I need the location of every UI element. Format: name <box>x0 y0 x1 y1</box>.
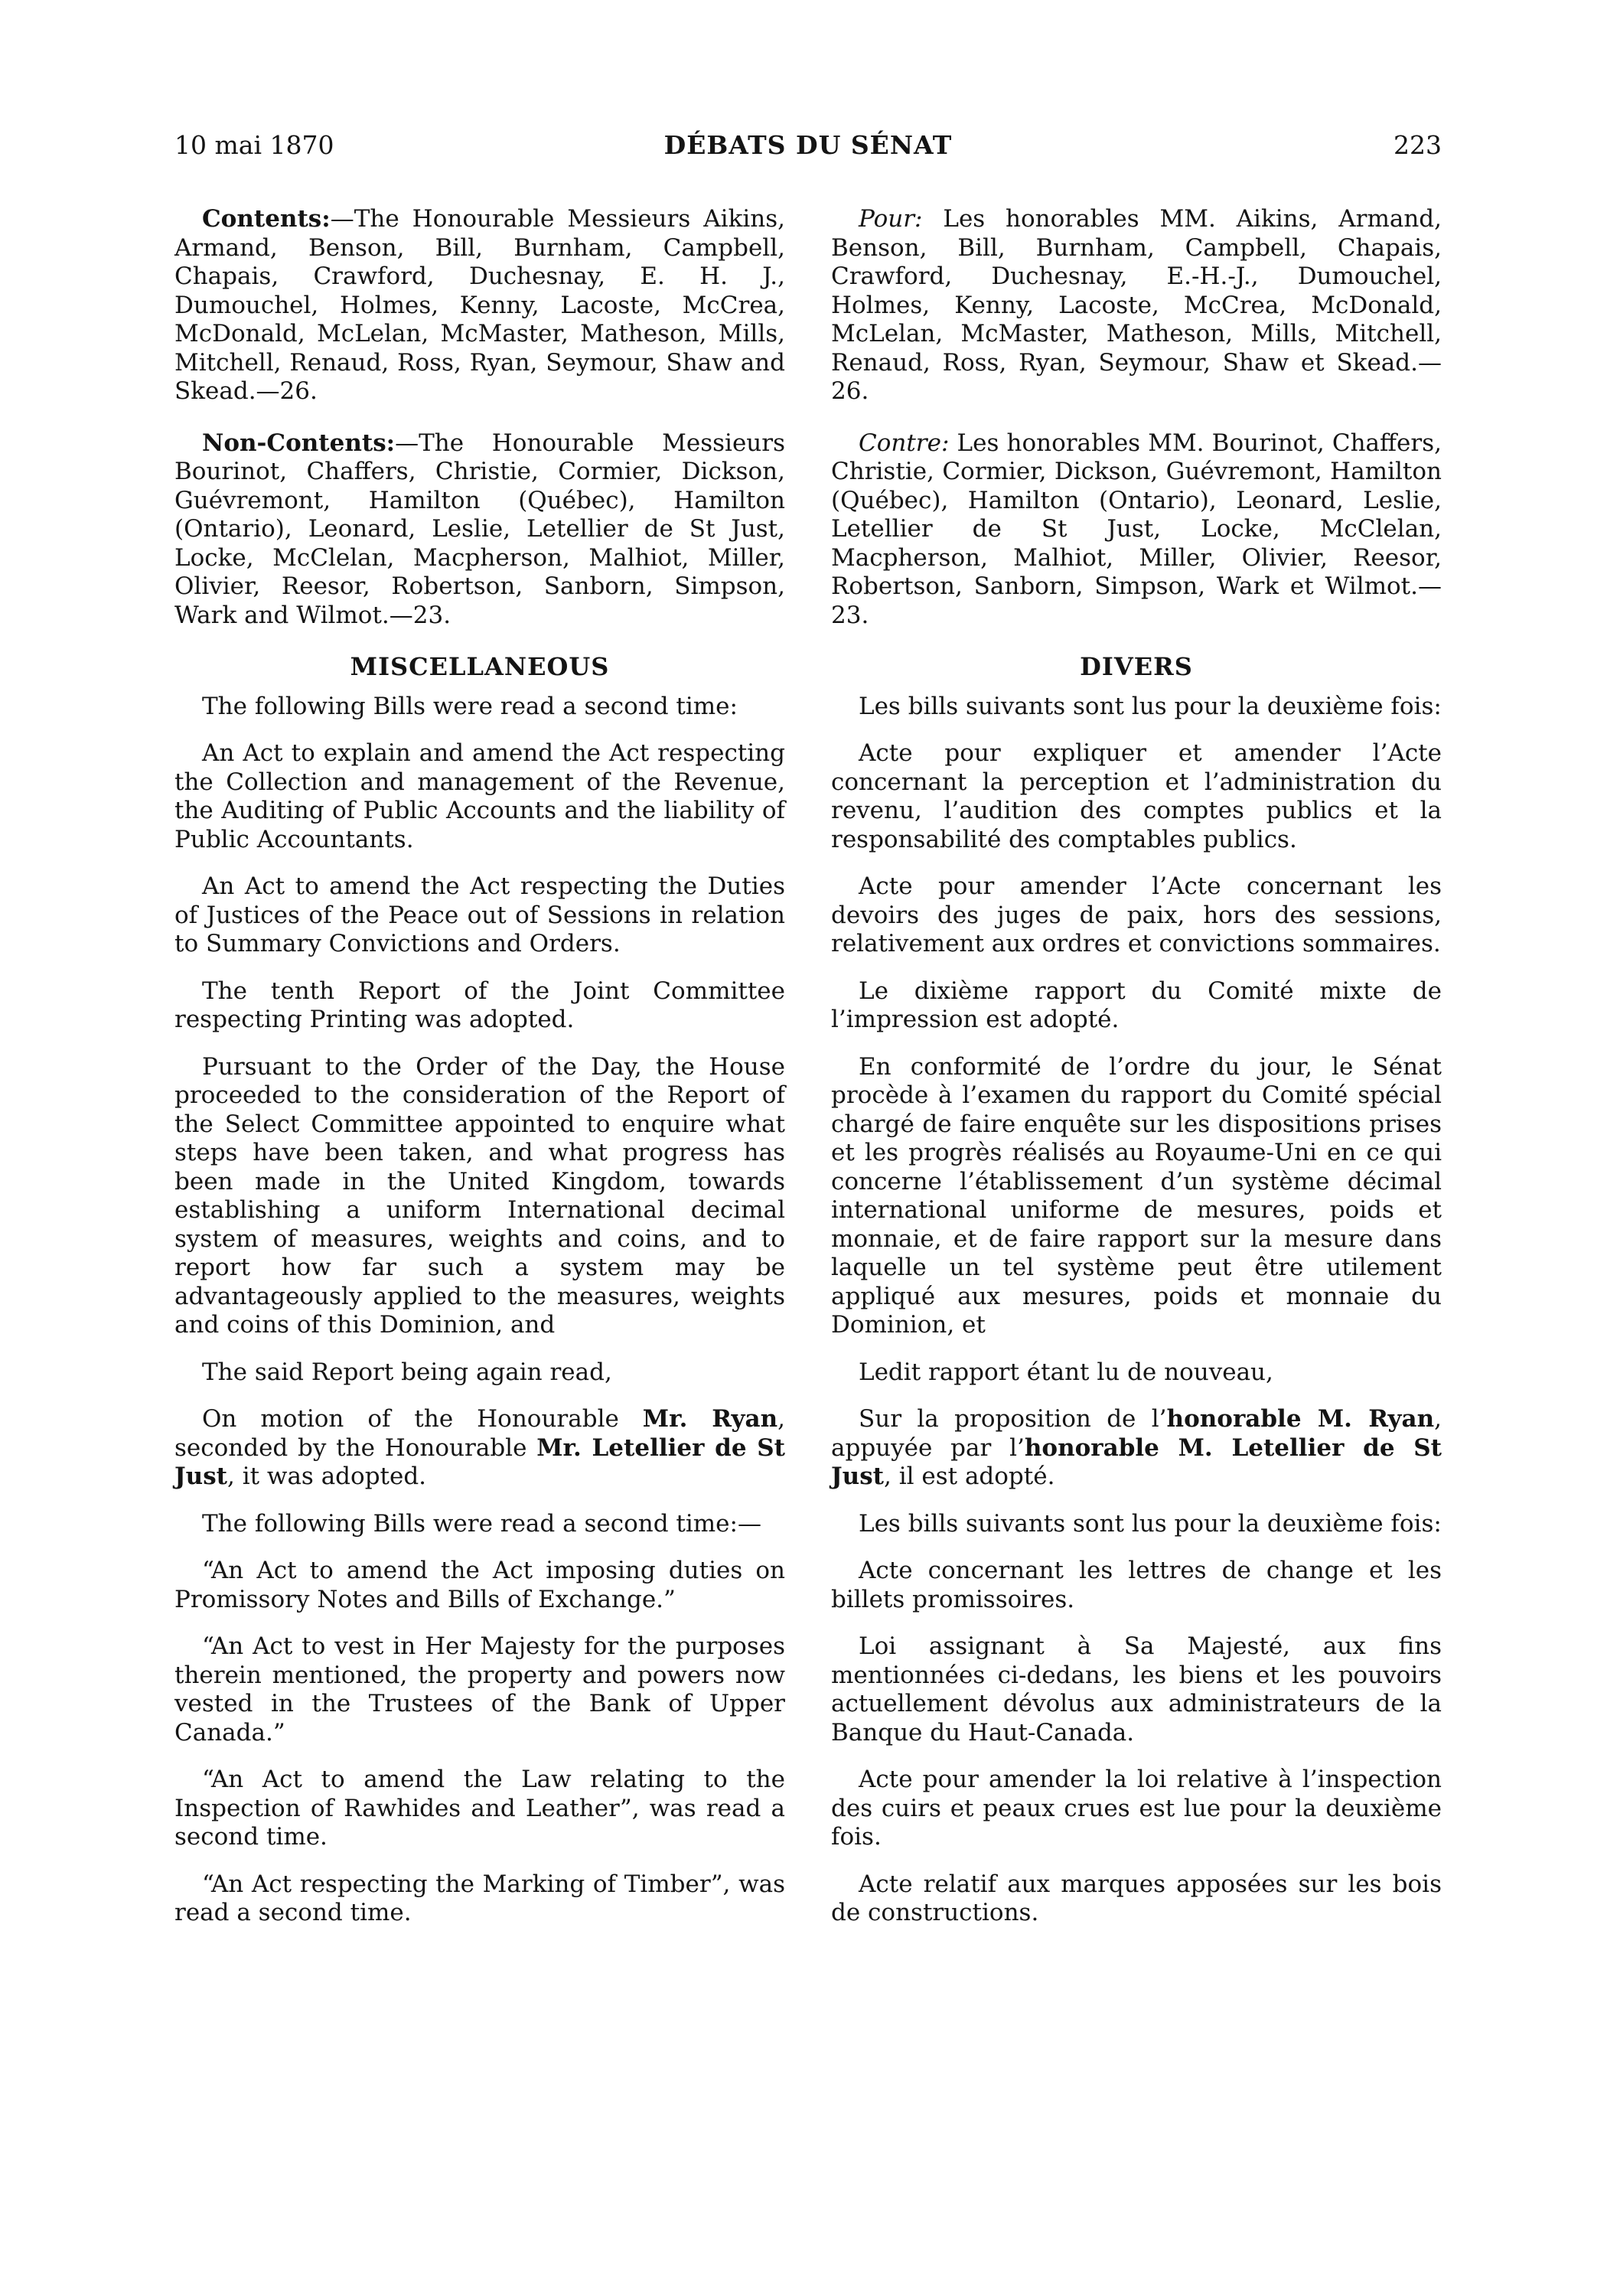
contre-label: Contre: <box>859 429 950 457</box>
bill-title: “An Act to amend the Act imposing duties on Promissory Notes and Bills of Exchange.” <box>174 1557 785 1613</box>
seconder-name: honorable M. Letellier de St Just <box>831 1433 1442 1490</box>
french-column <box>831 205 1442 1928</box>
header-date: 10 mai 1870 <box>174 130 334 160</box>
contents-vote <box>174 205 785 406</box>
header-title: DÉBATS DU SÉNAT <box>663 130 953 160</box>
bill-title: “An Act respecting the Marking of Timber”, was read a second time. <box>174 1870 785 1926</box>
bill-title: “An Act to vest in Her Majesty for the purposes therein mentioned, the property and powers now vested in the Trustees of the Bank of Upper Canada.” <box>174 1632 785 1746</box>
non-contents-label: Non-Contents: <box>202 429 396 457</box>
bill-title: Acte concernant les lettres de change et les billets promissoires. <box>831 1557 1442 1613</box>
motion-paragraph <box>831 1405 1442 1492</box>
text-run: , it was adopted. <box>227 1463 427 1490</box>
paragraph: An Act to amend the Act respecting the Duties of Justices of the Peace out of Sessions in relation to Summary Convictions and Orders. <box>174 872 785 957</box>
contents-label: Contents: <box>202 205 331 233</box>
paragraph: The tenth Report of the Joint Committee respecting Printing was adopted. <box>174 977 785 1033</box>
mover-name: Mr. Ryan <box>642 1405 778 1433</box>
bill-title: Loi assignant à Sa Majesté, aux fins mentionnées ci-dedans, les biens et les pouvoirs actuellement dévolus aux administrateurs de la Banque du Haut-Canada. <box>831 1632 1442 1746</box>
page-number: 223 <box>1393 130 1442 160</box>
non-contents-text: —The Honourable Messieurs Bourinot, Chaffers, Christie, Cormier, Dickson, Guévremont, Hamilton (Québec), Hamilton (Ontario), Leonard, Leslie, Letellier de St Just, Locke, McClelan, Macpherson, Malhiot, Miller, Olivier, Reesor, Robertson, Sanborn, Simpson, Wark and Wilmot.—23. <box>174 429 785 629</box>
pour-text: Les honorables MM. Aikins, Armand, Benson, Bill, Burnham, Campbell, Chapais, Crawford, Duchesnay, E.-H.-J., Dumouchel, Holmes, Kenny, Lacoste, McCrea, McDonald, McLelan, McMaster, Matheson, Mills, Mitchell, Renaud, Ross, Ryan, Seymour, Shaw et Skead.—26. <box>831 205 1442 405</box>
contents-text: —The Honourable Messieurs Aikins, Armand, Benson, Bill, Burnham, Campbell, Chapais, Crawford, Duchesnay, E. H. J., Dumouchel, Holmes, Kenny, Lacoste, McCrea, McDonald, McLelan, McMaster, Matheson, Mills, Mitchell, Renaud, Ross, Ryan, Seymour, Shaw and Skead.—26. <box>174 205 785 405</box>
paragraph: Acte pour amender l’Acte concernant les devoirs des juges de paix, hors des sessions, relativement aux ordres et convictions sommaires. <box>831 872 1442 957</box>
paragraph: Les bills suivants sont lus pour la deuxième fois: <box>859 1509 1442 1538</box>
bill-title: Acte relatif aux marques apposées sur les bois de constructions. <box>831 1870 1442 1926</box>
page-header <box>174 127 1442 164</box>
paragraph: An Act to explain and amend the Act respecting the Collection and management of the Revenue, the Auditing of Public Accounts and the liability of Public Accountants. <box>174 739 785 853</box>
pour-vote <box>831 205 1442 406</box>
paragraph: En conformité de l’ordre du jour, le Sénat procède à l’examen du rapport du Comité spécial chargé de faire enquête sur les dispositions prises et les progrès réalisés au Royaume-Uni en ce qui concerne l’établissement d’un système décimal international uniforme de mesures, poids et monnaie, et de faire rapport sur la mesure dans laquelle un tel système peut être utilement appliqué aux mesures, poids et monnaie du Dominion, et <box>831 1052 1442 1339</box>
text-run: , appuyée par l’ <box>831 1405 1442 1462</box>
paragraph: Ledit rapport étant lu de nouveau, <box>859 1358 1273 1386</box>
non-contents-vote <box>174 429 785 631</box>
english-column <box>174 205 785 1928</box>
contre-vote <box>831 429 1442 631</box>
bill-title: “An Act to amend the Law relating to the Inspection of Rawhides and Leather”, was read a second time. <box>174 1766 785 1851</box>
paragraph: The following Bills were read a second time: <box>202 692 738 720</box>
paragraph: The following Bills were read a second time:— <box>202 1509 761 1538</box>
mover-name: honorable M. Ryan <box>1166 1405 1435 1433</box>
pour-label: Pour: <box>859 205 923 233</box>
contre-text: Les honorables MM. Bourinot, Chaffers, Christie, Cormier, Dickson, Guévremont, Hamilton (Québec), Hamilton (Ontario), Leonard, Leslie, Letellier de St Just, Locke, McClelan, Macpherson, Malhiot, Miller, Olivier, Reesor, Robertson, Sanborn, Simpson, Wark et Wilmot.—23. <box>831 429 1442 629</box>
paragraph: Acte pour expliquer et amender l’Acte concernant la perception et l’administration du revenu, l’audition des comptes publics et la responsabilité des comptables publics. <box>831 739 1442 853</box>
paragraph: Les bills suivants sont lus pour la deuxième fois: <box>859 692 1442 720</box>
divers-heading: DIVERS <box>1080 652 1193 681</box>
text-run: On motion of the Honourable <box>202 1405 643 1433</box>
paragraph: Pursuant to the Order of the Day, the House proceeded to the consideration of the Report of the Select Committee appointed to enquire what steps have been taken, and what progress has been made in the United Kingdom, towards establishing a uniform International decimal system of measures, weights and coins, and to report how far such a system may be advantageously applied to the measures, weights and coins of this Dominion, and <box>174 1052 785 1339</box>
text-run: Sur la proposition de l’ <box>859 1405 1167 1433</box>
bill-title: Acte pour amender la loi relative à l’inspection des cuirs et peaux crues est lue pour la deuxième fois. <box>831 1766 1442 1851</box>
seconder-name: Mr. Letellier de St Just <box>174 1433 785 1490</box>
paragraph: The said Report being again read, <box>202 1358 612 1386</box>
text-run: , il est adopté. <box>883 1463 1055 1490</box>
paragraph: Le dixième rapport du Comité mixte de l’impression est adopté. <box>831 977 1442 1033</box>
text-run: , seconded by the Honourable <box>174 1405 785 1462</box>
motion-paragraph <box>174 1405 785 1492</box>
miscellaneous-heading: MISCELLANEOUS <box>350 652 610 681</box>
